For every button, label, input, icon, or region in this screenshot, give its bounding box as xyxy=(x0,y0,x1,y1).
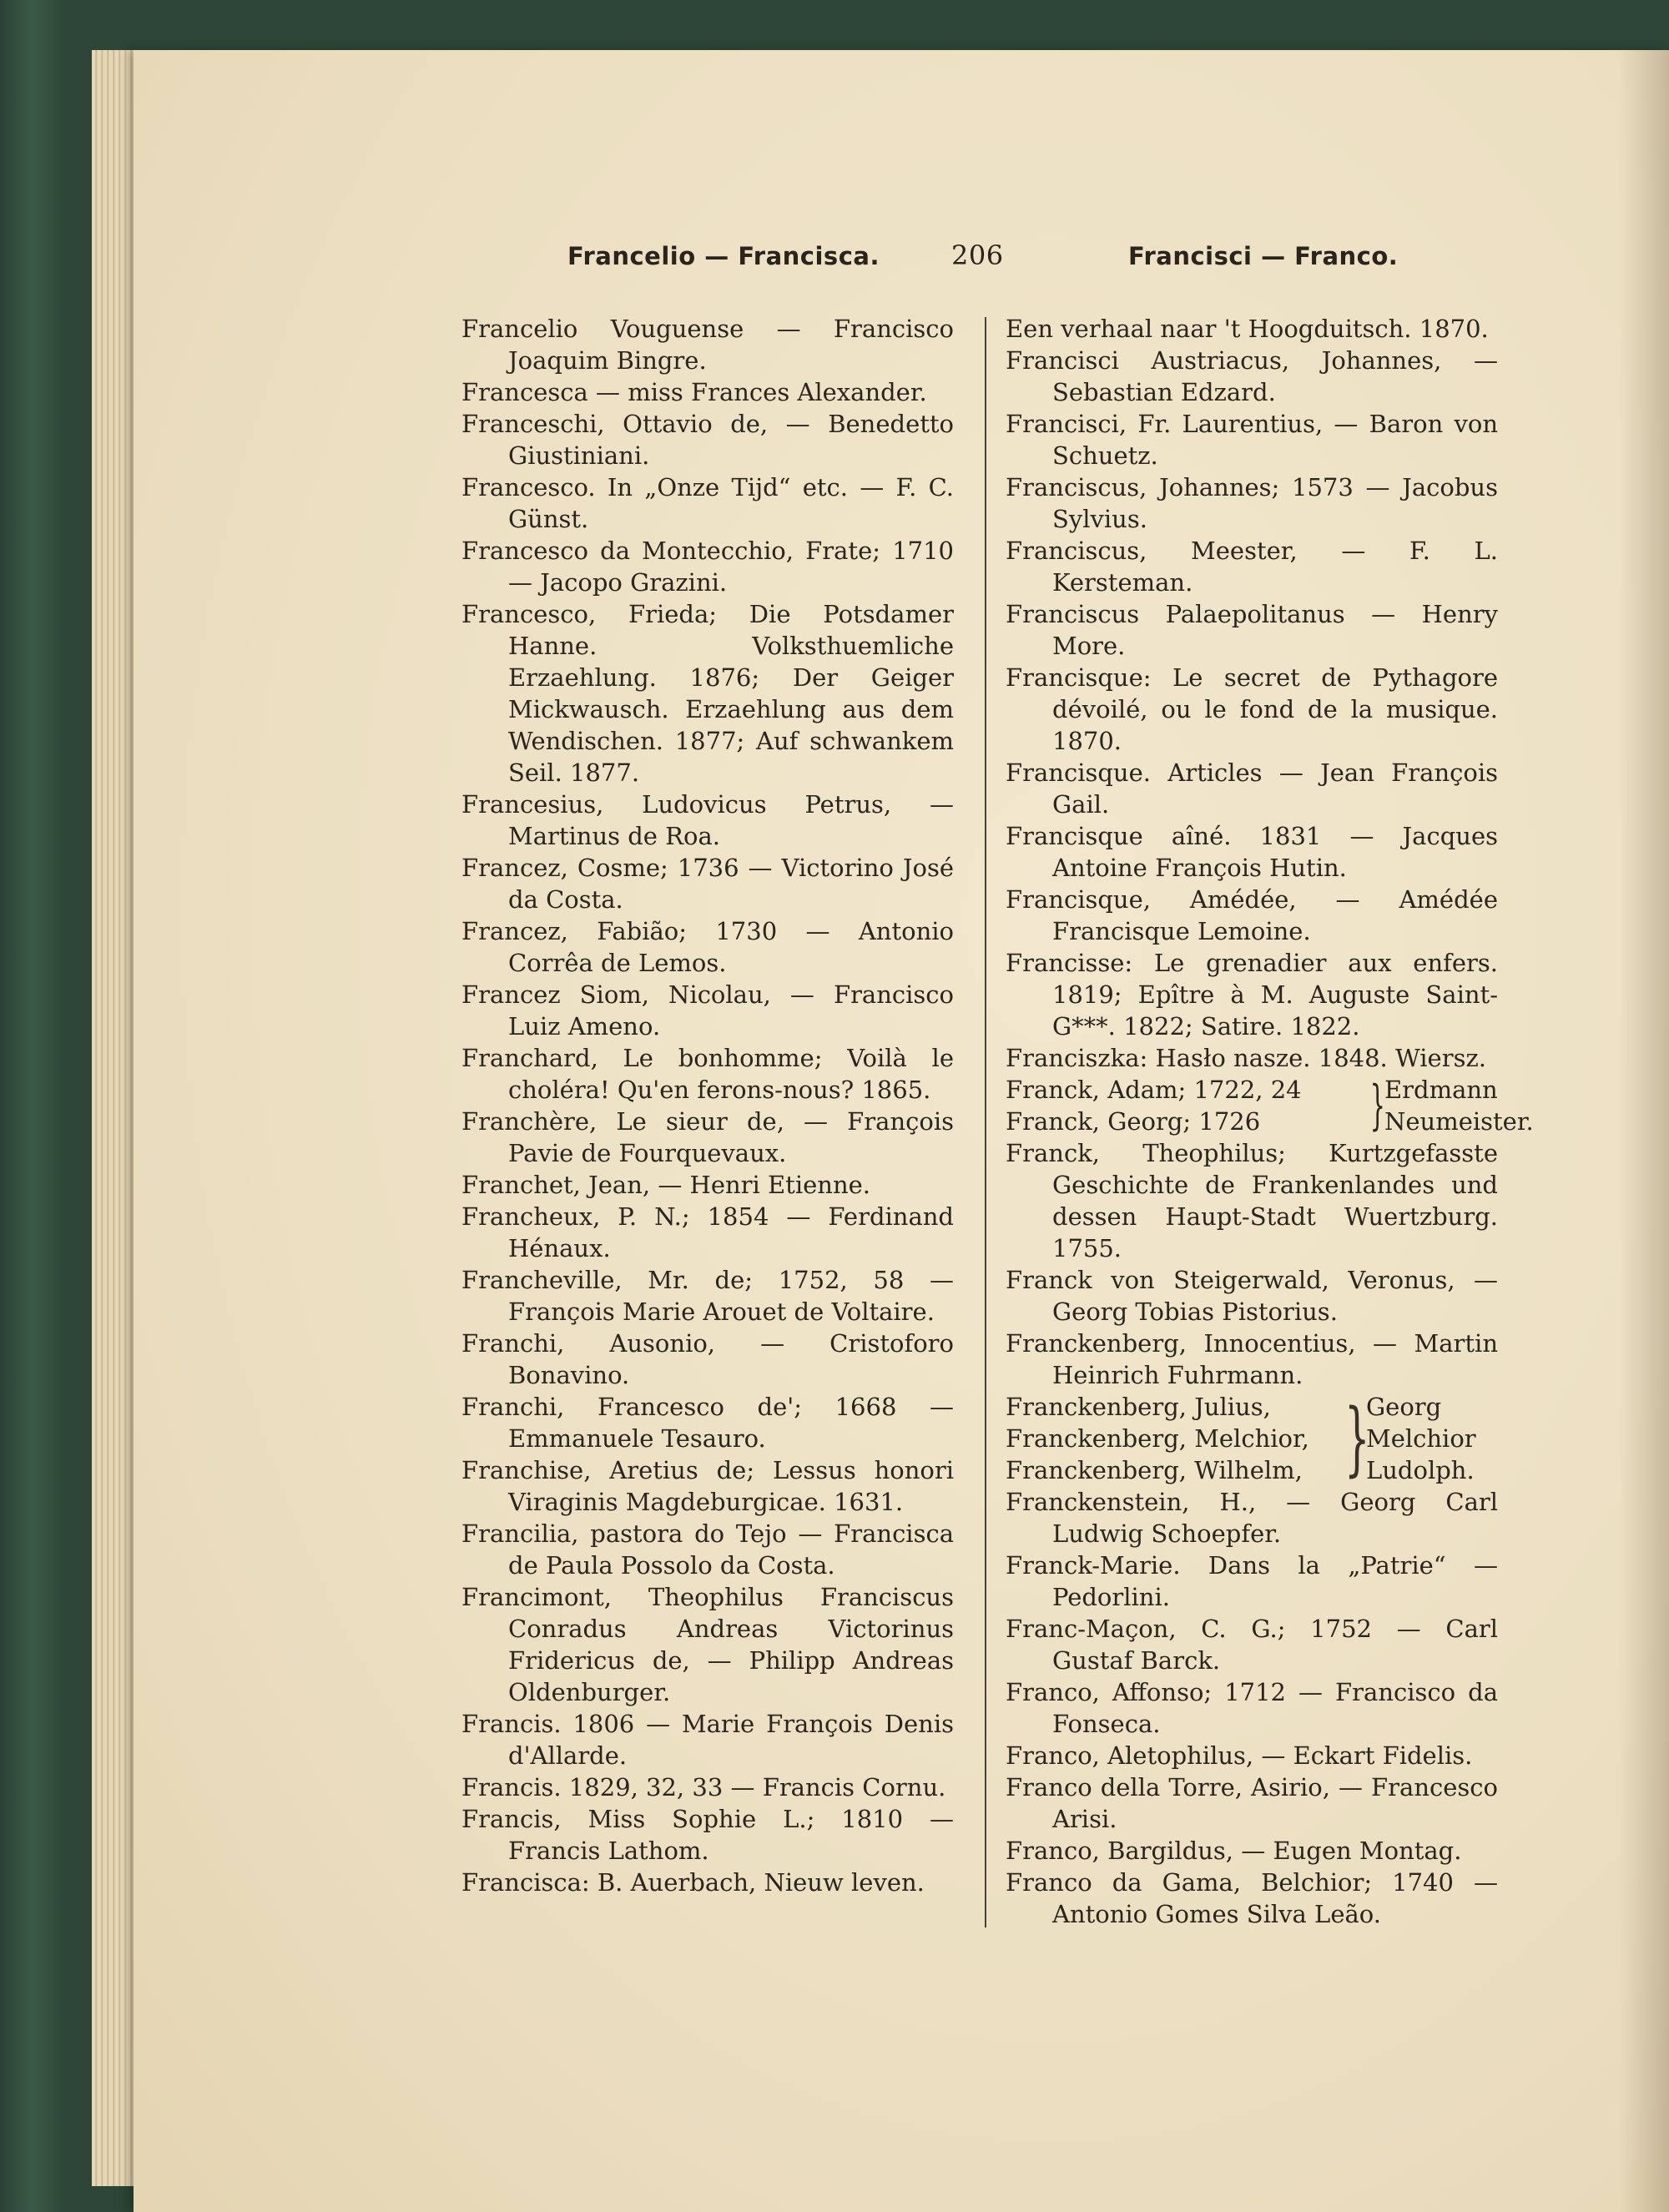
index-entry: Franco da Gama, Belchior; 1740 — Antonio Gomes Silva Leão. xyxy=(1006,1868,1498,1928)
index-entry: Franceschi, Ottavio de, — Benedetto Giustiniani. xyxy=(461,410,954,470)
franck-name: Franck, Adam; 1722, 24 xyxy=(1006,1076,1302,1104)
index-entry: Franckenberg, Innocentius, — Martin Heinrich Fuhrmann. xyxy=(1006,1329,1498,1389)
index-entry: Franco, Affonso; 1712 — Francisco da Fonseca. xyxy=(1006,1678,1498,1738)
index-entry: Franciscus, Johannes; 1573 — Jacobus Sylvius. xyxy=(1006,473,1498,533)
index-entry: Een verhaal naar 't Hoogduitsch. 1870. xyxy=(1006,315,1489,343)
index-entry: Francis. 1806 — Marie François Denis d'Allarde. xyxy=(461,1710,954,1770)
index-entry: Franchise, Aretius de; Lessus honori Viraginis Magdeburgicae. 1631. xyxy=(461,1456,954,1516)
franckenberg-name: Franckenberg, Melchior, xyxy=(1006,1424,1309,1453)
index-entry: Franchère, Le sieur de, — François Pavie de Fourquevaux. xyxy=(461,1107,954,1167)
franck-name: Franck, Georg; 1726 xyxy=(1006,1107,1261,1136)
index-entry: Francesca — miss Frances Alexander. xyxy=(461,378,927,406)
right-entries-after xyxy=(1006,1486,1498,1930)
index-entry: Francisque. Articles — Jean François Gail. xyxy=(1006,758,1498,819)
franckenberg-names xyxy=(1006,1391,1339,1486)
index-entry: Franco, Aletophilus, — Eckart Fidelis. xyxy=(1006,1741,1473,1770)
index-entry: Francisque: Le secret de Pythagore dévoilé, ou le fond de la musique. 1870. xyxy=(1006,663,1498,755)
index-entry: Francesius, Ludovicus Petrus, — Martinus de Roa. xyxy=(461,790,954,850)
index-entry: Franckenstein, H., — Georg Carl Ludwig Schoepfer. xyxy=(1006,1488,1498,1548)
index-entry: Franck von Steigerwald, Veronus, — Georg Tobias Pistorius. xyxy=(1006,1266,1498,1326)
brace-mark: } xyxy=(1344,1392,1370,1485)
index-entry: Francez, Fabião; 1730 — Antonio Corrêa de Lemos. xyxy=(461,917,954,977)
index-entry: Francilia, pastora do Tejo — Francisca de Paula Possolo da Costa. xyxy=(461,1519,954,1580)
index-entry: Francheux, P. N.; 1854 — Ferdinand Hénaux. xyxy=(461,1202,954,1262)
running-head-right: Francisci — Franco. xyxy=(1128,242,1399,270)
franckenberg-target: Georg xyxy=(1366,1393,1442,1421)
brace-mark: } xyxy=(1369,1075,1385,1136)
index-entry: Franciscus Palaepolitanus — Henry More. xyxy=(1006,600,1498,660)
left-column xyxy=(461,313,954,1898)
index-entry: Francez Siom, Nicolau, — Francisco Luiz Ameno. xyxy=(461,980,954,1040)
index-entry: Francesco da Montecchio, Frate; 1710 — Jacopo Grazini. xyxy=(461,537,954,597)
franckenberg-group xyxy=(1006,1391,1498,1486)
running-head-left: Francelio — Francisca. xyxy=(567,242,880,270)
index-entry: Franchet, Jean, — Henri Etienne. xyxy=(461,1171,871,1199)
column-divider xyxy=(985,317,986,1927)
franckenberg-name: Franckenberg, Wilhelm, xyxy=(1006,1456,1303,1484)
franck-pair-target: Erdmann Neumeister. xyxy=(1384,1076,1534,1136)
index-entry: Francesco. In „Onze Tijd“ etc. — F. C. Günst. xyxy=(461,473,954,533)
index-entry: Francisca: B. Auerbach, Nieuw leven. xyxy=(461,1868,925,1897)
franck-pair-entry xyxy=(1006,1074,1534,1137)
index-entry: Franck, Theophilus; Kurtzgefasste Geschichte de Frankenlandes und dessen Haupt-Stadt Wuertzburg. 1755. xyxy=(1006,1139,1498,1262)
franckenberg-name: Franckenberg, Julius, xyxy=(1006,1393,1271,1421)
index-entry: Francisque, Amédée, — Amédée Francisque Lemoine. xyxy=(1006,885,1498,945)
index-entry: Franco, Bargildus, — Eugen Montag. xyxy=(1006,1837,1462,1865)
index-entry: Francelio Vouguense — Francisco Joaquim Bingre. xyxy=(461,315,954,375)
index-entry: Franc-Maçon, C. G.; 1752 — Carl Gustaf Barck. xyxy=(1006,1615,1498,1675)
index-entry: Francisse: Le grenadier aux enfers. 1819; Epître à M. Auguste Saint-G***. 1822; Satire. 1822. xyxy=(1006,949,1498,1040)
index-entry: Franciszka: Hasło nasze. 1848. Wiersz. xyxy=(1006,1044,1486,1072)
right-entries-middle xyxy=(1006,1137,1498,1391)
index-entry: Franciscus, Meester, — F. L. Kersteman. xyxy=(1006,537,1498,597)
right-column xyxy=(1006,313,1534,1930)
page-gutter-shadow xyxy=(1619,50,1669,2212)
franckenberg-target: Ludolph. xyxy=(1366,1456,1475,1484)
right-entries-before xyxy=(1006,313,1498,1074)
index-entry: Francez, Cosme; 1736 — Victorino José da Costa. xyxy=(461,854,954,914)
franck-pair-names xyxy=(1006,1074,1364,1137)
index-entry: Franchi, Ausonio, — Cristoforo Bonavino. xyxy=(461,1329,954,1389)
index-entry: Francisci Austriacus, Johannes, — Sebastian Edzard. xyxy=(1006,346,1498,406)
index-entry: Francisque aîné. 1831 — Jacques Antoine François Hutin. xyxy=(1006,822,1498,882)
franckenberg-targets xyxy=(1359,1391,1498,1486)
index-entry: Francis. 1829, 32, 33 — Francis Cornu. xyxy=(461,1773,946,1801)
page-number: 206 xyxy=(951,239,1004,271)
index-entry: Francimont, Theophilus Franciscus Conradus Andreas Victorinus Fridericus de, — Philipp Andreas Oldenburger. xyxy=(461,1583,954,1706)
index-entry: Franchard, Le bonhomme; Voilà le choléra! Qu'en ferons-nous? 1865. xyxy=(461,1044,954,1104)
index-entry: Franchi, Francesco de'; 1668 — Emmanuele Tesauro. xyxy=(461,1393,954,1453)
franckenberg-target: Melchior xyxy=(1366,1424,1476,1453)
index-entry: Francis, Miss Sophie L.; 1810 — Francis Lathom. xyxy=(461,1805,954,1865)
index-entry: Franck-Marie. Dans la „Patrie“ — Pedorlini. xyxy=(1006,1551,1498,1611)
index-entry: Francisci, Fr. Laurentius, — Baron von Schuetz. xyxy=(1006,410,1498,470)
index-entry: Francesco, Frieda; Die Potsdamer Hanne. Volksthuemliche Erzaehlung. 1876; Der Geiger Mickwausch. Erzaehlung aus dem Wendischen. 1877; Auf schwankem Seil. 1877. xyxy=(461,600,954,787)
index-entry: Francheville, Mr. de; 1752, 58 — François Marie Arouet de Voltaire. xyxy=(461,1266,954,1326)
index-entry: Franco della Torre, Asirio, — Francesco Arisi. xyxy=(1006,1773,1498,1833)
